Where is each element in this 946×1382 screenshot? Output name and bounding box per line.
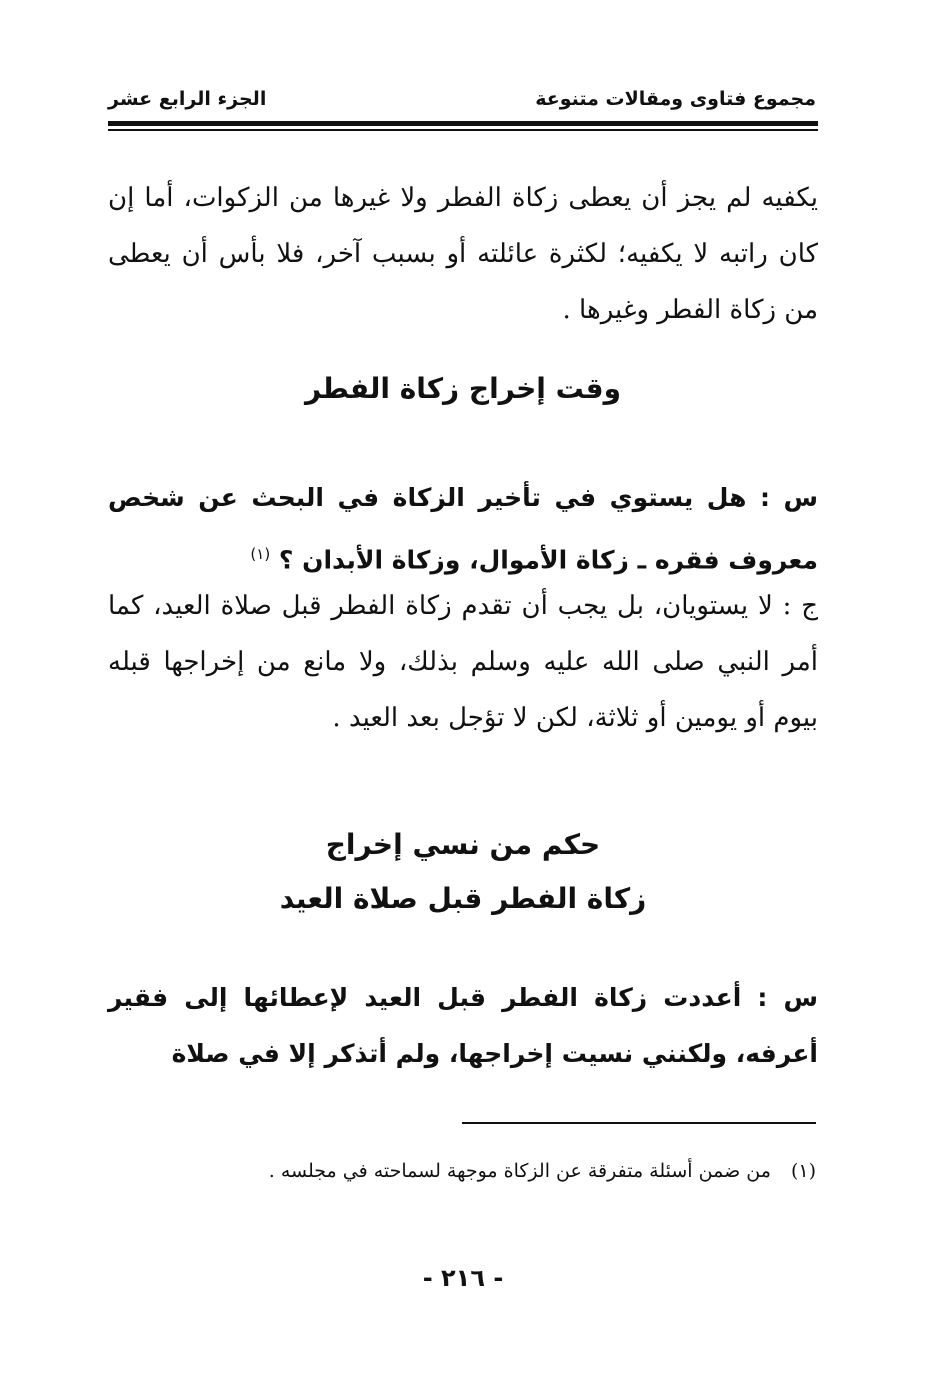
answer-label: ج : (782, 591, 818, 621)
answer-text: لا يستويان، بل يجب أن تقدم زكاة الفطر قبل صلاة العيد، كما أمر النبي صلى الله عليه وسلم بذلك، ولا مانع من إخراجها قبله بيوم أو يومين أو ثلاثة، لكن لا تؤجل بعد العيد . (108, 591, 818, 733)
question-label: س : (757, 983, 818, 1012)
header-rule-thick (108, 121, 818, 126)
footnote-reference: (١) (250, 545, 271, 563)
question-text: أعددت زكاة الفطر قبل العيد لإعطائها إلى فقير أعرفه، ولكنني نسيت إخراجها، ولم أتذكر إلا في صلاة (108, 983, 818, 1068)
section1-heading: وقت إخراج زكاة الفطر (305, 372, 621, 405)
footnote-separator (462, 1122, 816, 1124)
section2-heading-line2: زكاة الفطر قبل صلاة العيد (279, 882, 647, 915)
footnote-text: من ضمن أسئلة متفرقة عن الزكاة موجهة لسماحته في مجلسه . (268, 1160, 771, 1182)
page-number: - ٢١٦ - (422, 1264, 504, 1292)
header-rule-thin (108, 129, 818, 131)
footnote (108, 1160, 816, 1182)
section1-question (108, 470, 818, 588)
section2-question (108, 970, 818, 1082)
volume-label: الجزء الرابع عشر (108, 88, 267, 110)
question-label: س : (759, 483, 819, 512)
question-text: هل يستوي في تأخير الزكاة في البحث عن شخص معروف فقره ـ زكاة الأموال، وزكاة الأبدان ؟ (108, 483, 818, 575)
intro-paragraph: يكفيه لم يجز أن يعطى زكاة الفطر ولا غيرها من الزكوات، أما إن كان راتبه لا يكفيه؛ لكثرة عائلته أو بسبب آخر، فلا بأس أن يعطى من زكاة الفطر وغيرها . (108, 183, 818, 325)
running-header (108, 88, 816, 118)
section1-answer (108, 578, 818, 746)
section2-heading-line1: حكم من نسي إخراج (325, 828, 601, 861)
book-title: مجموع فتاوى ومقالات متنوعة (535, 88, 816, 110)
footnote-number: (١) (790, 1160, 816, 1182)
